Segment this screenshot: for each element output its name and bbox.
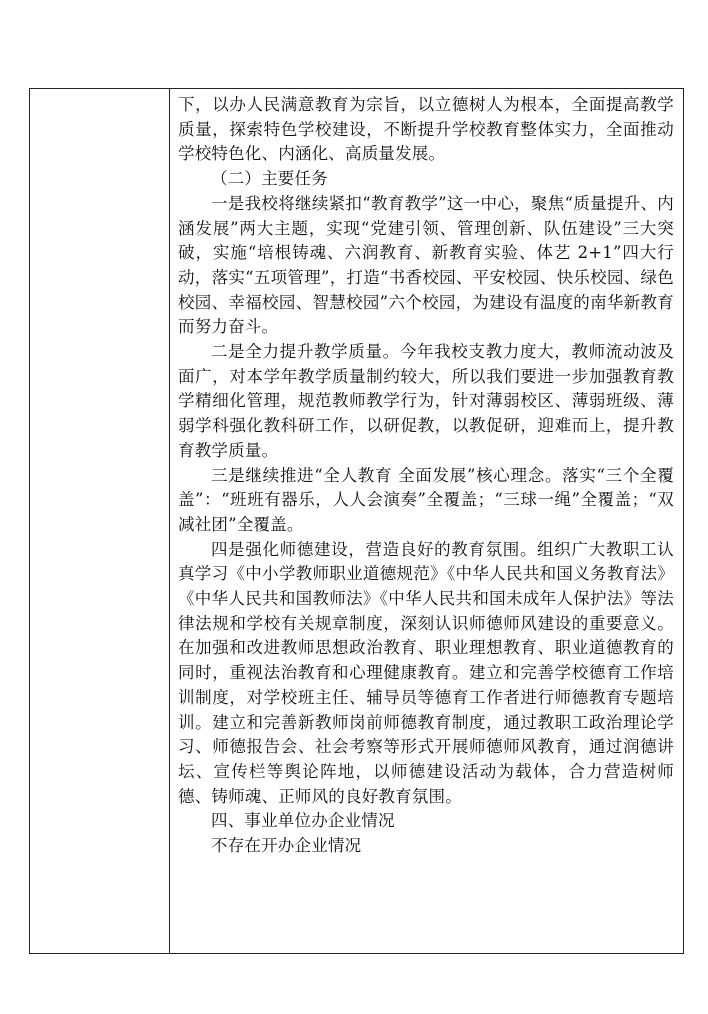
intro-continuation-paragraph: 下，以办人民满意教育为宗旨，以立德树人为根本，全面提高教学质量，探索特色学校建设，不断提升学校教育整体实力，全面推动学校特色化、内涵化、高质量发展。 bbox=[178, 95, 674, 164]
document-table bbox=[29, 88, 684, 954]
task-paragraph-1: 一是我校将继续紧扣“教育教学”这一中心，聚焦“质量提升、内涵发展”两大主题，实现“党建引领、管理创新、队伍建设”三大突破，实施“培根铸魂、六润教育、新教育实验、体艺 2+1”四大行动，落实“五项管理”，打造“书香校园、平安校园、快乐校园、绿色校园、幸福校园、智慧校园”六个校园，为建设有温度的南华新教育而努力奋斗。 bbox=[178, 193, 674, 337]
section-heading-enterprises: 四、事业单位办企业情况 bbox=[211, 811, 395, 831]
section-heading-main-tasks: （二）主要任务 bbox=[211, 169, 328, 189]
enterprise-status-text: 不存在开办企业情况 bbox=[211, 836, 362, 856]
task-paragraph-4: 四是强化师德建设，营造良好的教育氛围。组织广大教职工认真学习《中小学教师职业道德规范》《中华人民共和国义务教育法》《中华人民共和国教师法》《中华人民共和国未成年人保护法》等法律法规和学校有关规章制度，深刻认识师德师风建设的重要意义。在加强和改进教师思想政治教育、职业理想教育、职业道德教育的同时，重视法治教育和心理健康教育。建立和完善学校德育工作培训制度，对学校班主任、辅导员等德育工作者进行师德教育专题培训。建立和完善新教师岗前师德教育制度，通过教职工政治理论学习、师德报告会、社会考察等形式开展师德师风教育，通过润德讲坛、宣传栏等舆论阵地，以师德建设活动为载体，合力营造树师德、铸师魂、正师风的良好教育氛围。 bbox=[178, 539, 674, 806]
table-content-cell bbox=[178, 93, 674, 859]
task-paragraph-2: 二是全力提升教学质量。今年我校支教力度大，教师流动波及面广，对本学年教学质量制约较大，所以我们要进一步加强教育教学精细化管理，规范教师教学行为，针对薄弱校区、薄弱班级、薄弱学科强化教科研工作，以研促教，以教促研，迎难而上，提升教育教学质量。 bbox=[178, 342, 674, 460]
task-paragraph-3: 三是继续推进“全人教育 全面发展”核心理念。落实“三个全覆盖”：“班班有器乐，人人会演奏”全覆盖；“三球一绳”全覆盖；“双减社团”全覆盖。 bbox=[178, 465, 674, 534]
table-label-column bbox=[30, 89, 170, 953]
